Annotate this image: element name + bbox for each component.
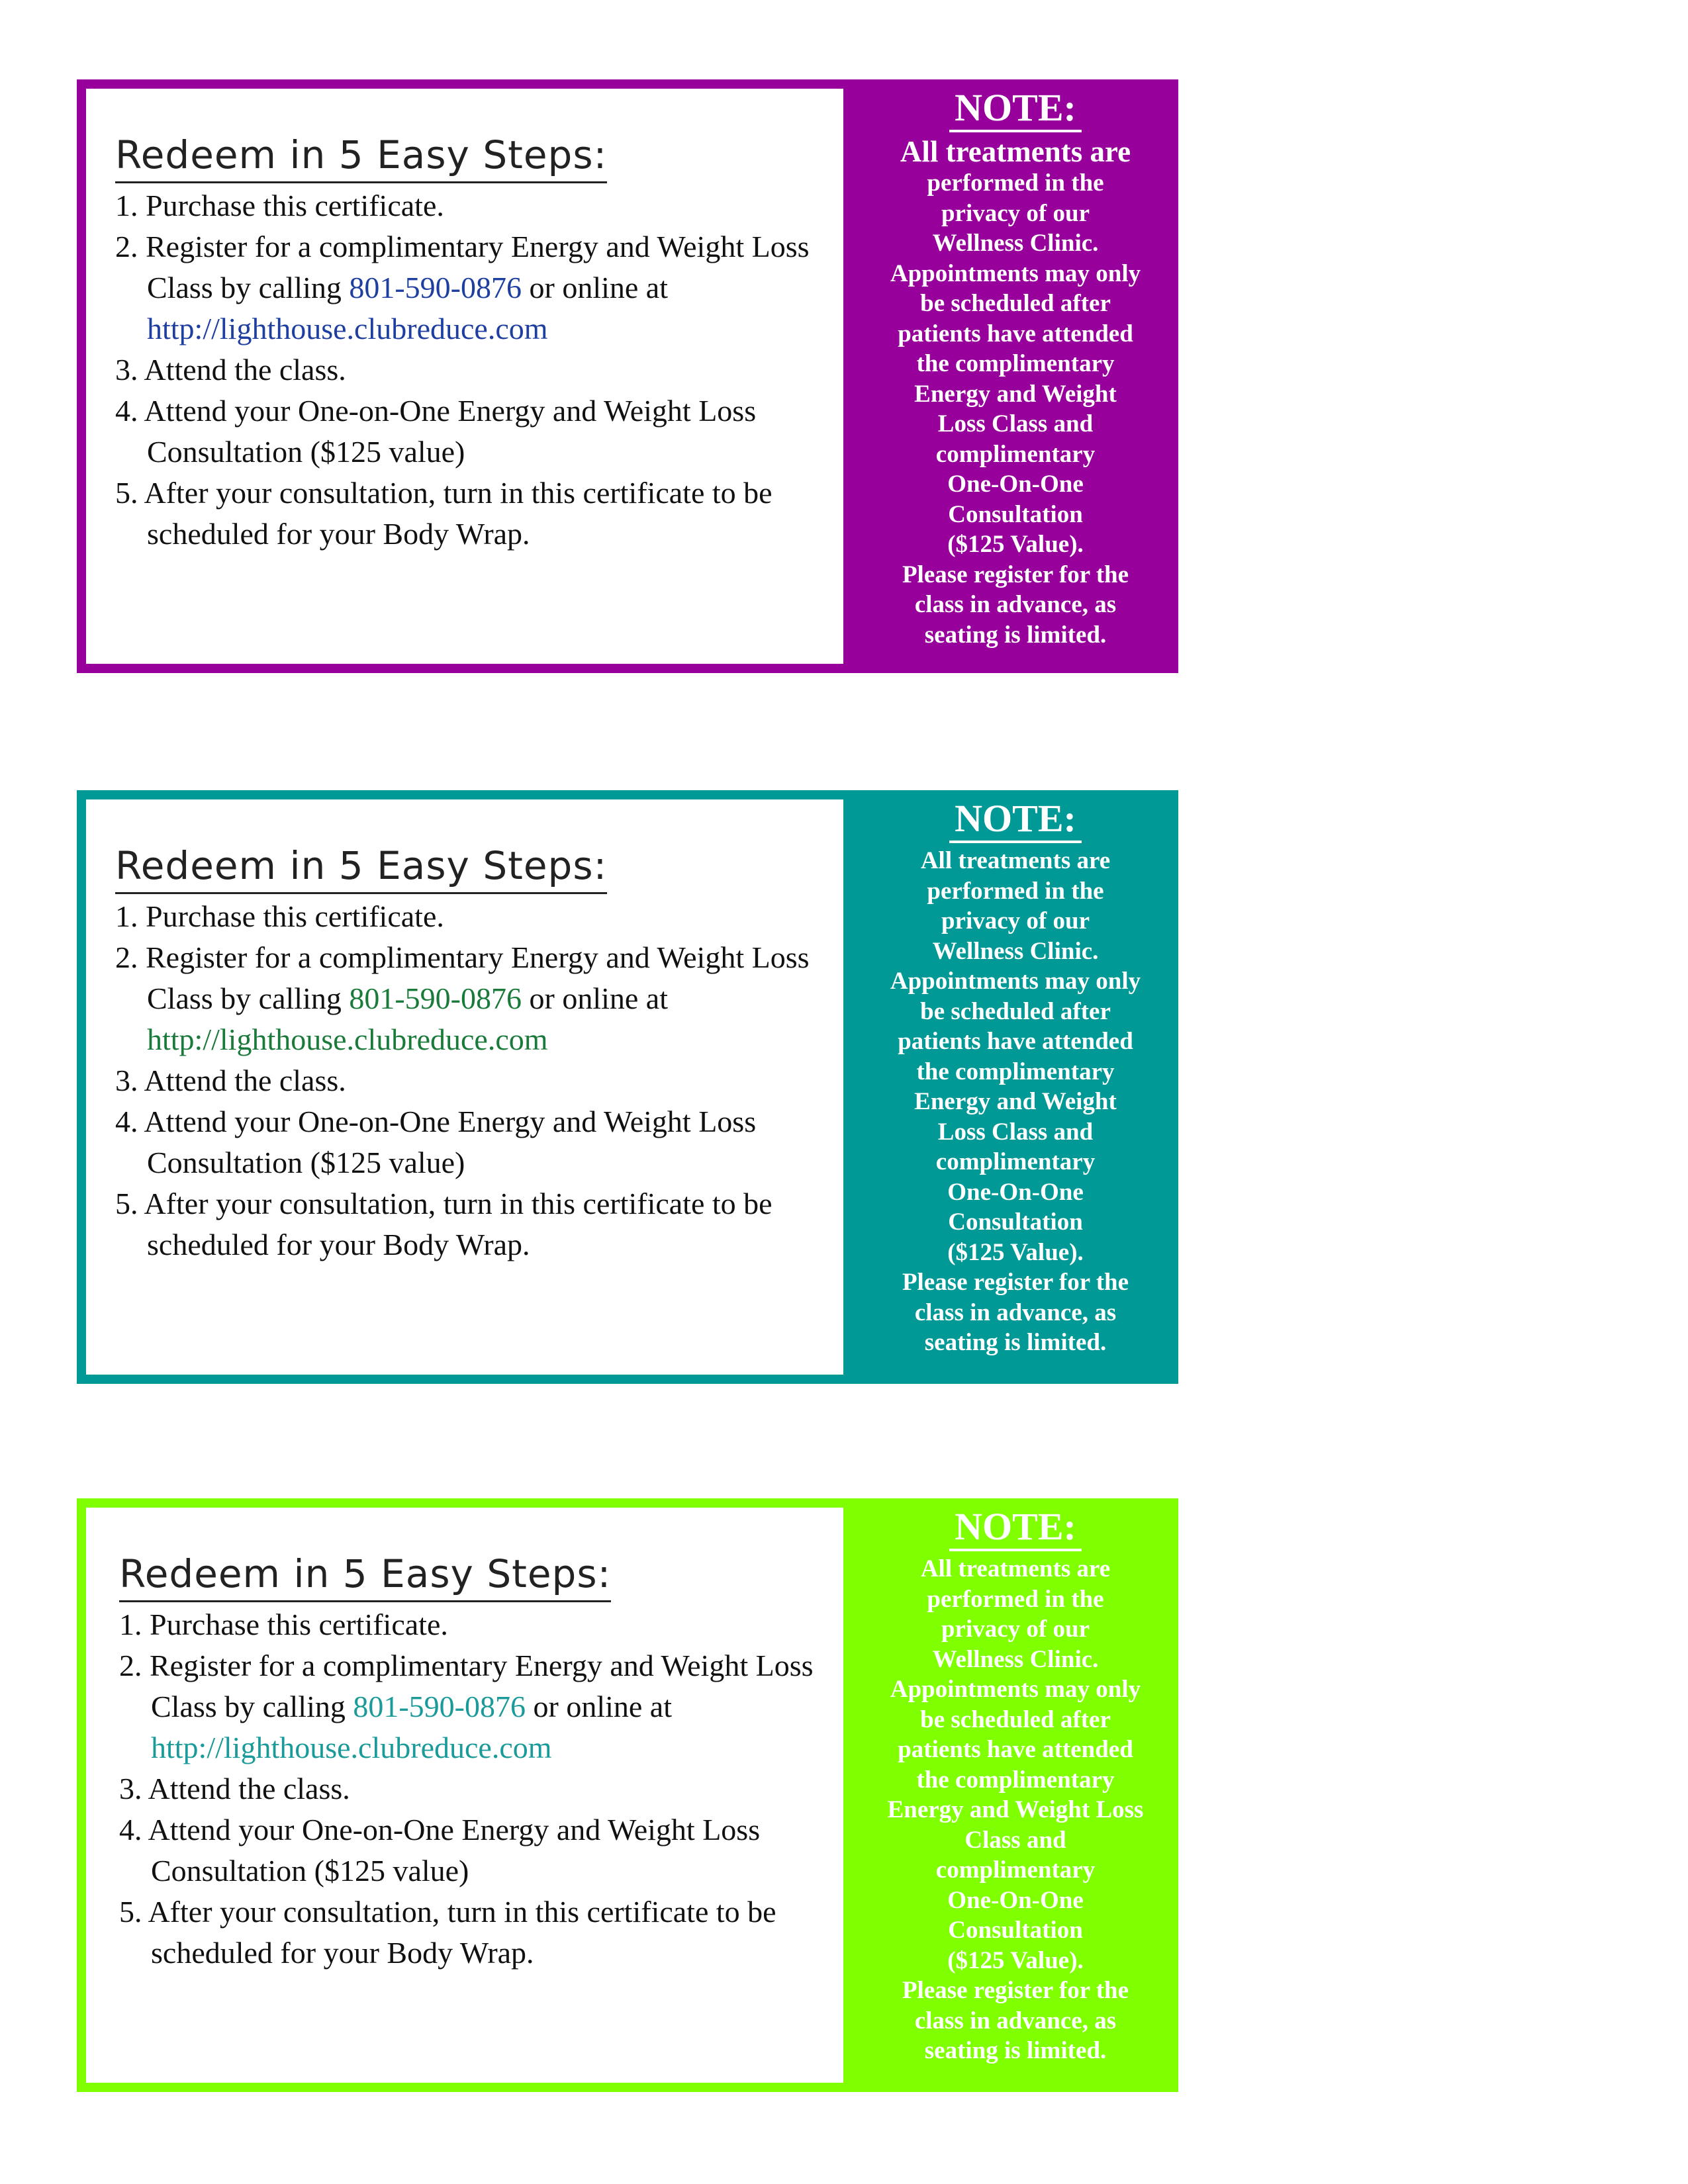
note-box [853, 1505, 1178, 2066]
phone-link[interactable]: 801-590-0876 [349, 271, 522, 304]
note-line: the complimentary [916, 1766, 1115, 1794]
note-line: ($125 Value). [947, 1946, 1084, 1974]
step-3: 3. Attend the class. [119, 1772, 350, 1805]
note-line: All treatments are [920, 847, 1111, 874]
website-link[interactable]: http://lighthouse.clubreduce.com [151, 1731, 552, 1764]
website-link[interactable]: http://lighthouse.clubreduce.com [147, 1023, 548, 1056]
note-title: NOTE: [949, 1505, 1082, 1551]
note-line: Appointments may only [890, 1676, 1141, 1703]
step-5: 5. After your consultation, turn in this certificate to be scheduled for your Body Wrap. [119, 1895, 776, 1970]
note-line: ($125 Value). [947, 531, 1084, 558]
redeem-heading: Redeem in 5 Easy Steps: [115, 843, 607, 894]
phone-link[interactable]: 801-590-0876 [353, 1690, 526, 1723]
note-text [853, 135, 1178, 650]
note-line: Wellness Clinic. [932, 937, 1099, 965]
note-title: NOTE: [949, 797, 1082, 843]
note-line: be scheduled after [920, 1706, 1111, 1733]
note-line: the complimentary [916, 1058, 1115, 1085]
step-2-mid: or online at [526, 1690, 672, 1723]
step-4: 4. Attend your One-on-One Energy and Weight Loss Consultation ($125 value) [115, 1105, 757, 1179]
note-line: privacy of our [941, 907, 1090, 934]
website-link[interactable]: http://lighthouse.clubreduce.com [147, 312, 548, 345]
note-line: Energy and Weight Loss [887, 1796, 1144, 1823]
note-line: complimentary [935, 1148, 1096, 1175]
note-line: Energy and Weight [914, 380, 1117, 408]
step-4: 4. Attend your One-on-One Energy and Weight Loss Consultation ($125 value) [119, 1813, 761, 1888]
note-line: Loss Class and [937, 1118, 1094, 1146]
note-line: seating is limited. [924, 621, 1107, 649]
step-2-mid: or online at [522, 981, 668, 1015]
note-line: One-On-One [947, 1886, 1084, 1914]
steps-list [115, 185, 837, 555]
note-line: Wellness Clinic. [932, 230, 1099, 257]
note-panel [853, 79, 1178, 673]
note-text [853, 846, 1178, 1358]
certificate-card-green [77, 1498, 1178, 2092]
note-line: All treatments are [900, 135, 1131, 168]
step-3: 3. Attend the class. [115, 353, 346, 387]
note-line: Consultation [948, 1208, 1083, 1236]
note-line: Please register for the [902, 561, 1129, 588]
note-line: Energy and Weight [914, 1088, 1117, 1115]
certificate-card-purple [77, 79, 1178, 673]
note-line: patients have attended [898, 1736, 1133, 1763]
step-1: 1. Purchase this certificate. [115, 189, 444, 222]
note-line: performed in the [927, 877, 1104, 905]
steps-list [119, 1604, 841, 1974]
step-1: 1. Purchase this certificate. [115, 899, 444, 933]
note-line: be scheduled after [920, 290, 1111, 317]
note-line: seating is limited. [924, 1329, 1107, 1356]
step-2 [115, 937, 837, 1060]
note-line: Consultation [948, 1917, 1083, 1944]
note-line: performed in the [927, 1585, 1104, 1613]
note-line: complimentary [935, 1856, 1096, 1884]
note-line: be scheduled after [920, 997, 1111, 1025]
note-line: Appointments may only [890, 968, 1141, 995]
note-line: the complimentary [916, 350, 1115, 377]
step-1: 1. Purchase this certificate. [119, 1608, 448, 1641]
note-line: Appointments may only [890, 259, 1141, 287]
note-box [853, 86, 1178, 650]
note-line: patients have attended [898, 320, 1133, 347]
note-line: Consultation [948, 500, 1083, 528]
note-line: Loss Class and [937, 410, 1094, 437]
note-text [853, 1554, 1178, 2066]
note-line: privacy of our [941, 1615, 1090, 1643]
phone-link[interactable]: 801-590-0876 [349, 981, 522, 1015]
note-line: complimentary [935, 440, 1096, 468]
redeem-heading: Redeem in 5 Easy Steps: [119, 1551, 611, 1602]
note-line: class in advance, as [914, 1298, 1117, 1326]
note-line: privacy of our [941, 199, 1090, 227]
note-line: One-On-One [947, 1178, 1084, 1206]
step-2-text: 2. Register for a complimentary Energy and Weight Loss Class by calling [119, 1649, 814, 1723]
note-panel [853, 790, 1178, 1384]
note-line: Class and [964, 1826, 1066, 1854]
note-box [853, 797, 1178, 1358]
step-2-text: 2. Register for a complimentary Energy and Weight Loss Class by calling [115, 230, 810, 304]
note-line: ($125 Value). [947, 1238, 1084, 1266]
note-line: Wellness Clinic. [932, 1645, 1099, 1673]
redeem-heading: Redeem in 5 Easy Steps: [115, 132, 607, 183]
steps-list [115, 896, 837, 1265]
note-line: seating is limited. [924, 2037, 1107, 2064]
certificate-card-teal [77, 790, 1178, 1384]
step-2 [119, 1645, 841, 1768]
step-2-mid: or online at [522, 271, 668, 304]
note-line: Please register for the [902, 1269, 1129, 1296]
step-5: 5. After your consultation, turn in this certificate to be scheduled for your Body Wrap. [115, 476, 773, 551]
step-2 [115, 226, 837, 349]
note-panel [853, 1498, 1178, 2092]
note-line: class in advance, as [914, 2007, 1117, 2034]
note-title: NOTE: [949, 86, 1082, 132]
note-line: Please register for the [902, 1977, 1129, 2004]
note-line: patients have attended [898, 1028, 1133, 1055]
step-3: 3. Attend the class. [115, 1064, 346, 1097]
note-line: One-On-One [947, 471, 1084, 498]
step-5: 5. After your consultation, turn in this certificate to be scheduled for your Body Wrap. [115, 1187, 773, 1261]
note-line: All treatments are [920, 1555, 1111, 1582]
note-line: performed in the [927, 169, 1104, 197]
note-line: class in advance, as [914, 591, 1117, 618]
step-2-text: 2. Register for a complimentary Energy and Weight Loss Class by calling [115, 940, 810, 1015]
step-4: 4. Attend your One-on-One Energy and Weight Loss Consultation ($125 value) [115, 394, 757, 469]
